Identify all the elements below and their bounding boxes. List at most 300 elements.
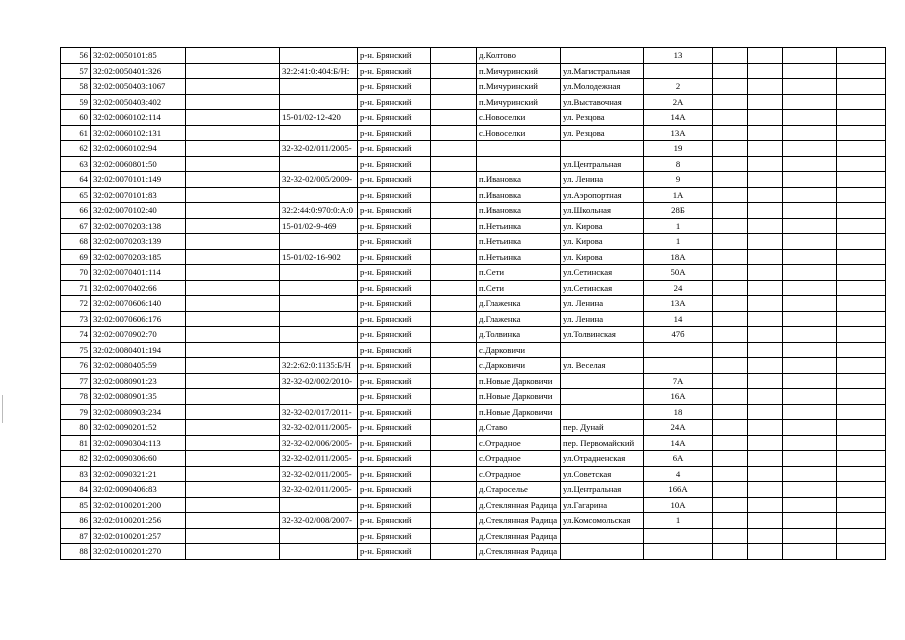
street-cell: ул.Отрадненская: [561, 451, 644, 467]
house-number-cell: [644, 544, 713, 560]
cadastral-number-cell: 32:02:0080901:23: [91, 373, 186, 389]
prior-number-cell: [280, 280, 358, 296]
house-number-cell: 2А: [644, 94, 713, 110]
table-row: [61, 327, 886, 343]
table-row: [61, 358, 886, 374]
cadastral-number-cell: 32:02:0100201:257: [91, 528, 186, 544]
empty-cell: [186, 94, 280, 110]
empty-cell: [431, 466, 477, 482]
prior-number-cell: 32-32-02/011/2005-: [280, 466, 358, 482]
prior-number-cell: [280, 48, 358, 64]
empty-cell: [783, 172, 837, 188]
house-number-cell: 9: [644, 172, 713, 188]
cadastral-number-cell: 32:02:0100201:200: [91, 497, 186, 513]
cadastral-number-cell: 32:02:0090306:60: [91, 451, 186, 467]
house-number-cell: 1: [644, 513, 713, 529]
house-number-cell: 50А: [644, 265, 713, 281]
row-number-cell: 57: [61, 63, 91, 79]
house-number-cell: 18: [644, 404, 713, 420]
prior-number-cell: 32-32-02/017/2011-: [280, 404, 358, 420]
empty-cell: [431, 79, 477, 95]
house-number-cell: 14А: [644, 110, 713, 126]
row-number-cell: 72: [61, 296, 91, 312]
row-number-cell: 56: [61, 48, 91, 64]
district-cell: р-н. Брянский: [358, 110, 431, 126]
cadastral-number-cell: 32:02:0070203:138: [91, 218, 186, 234]
table-row: [61, 265, 886, 281]
empty-cell: [748, 420, 783, 436]
empty-cell: [186, 389, 280, 405]
empty-cell: [713, 125, 748, 141]
cadastral-number-cell: 32:02:0070402:66: [91, 280, 186, 296]
street-cell: ул.Советская: [561, 466, 644, 482]
district-cell: р-н. Брянский: [358, 94, 431, 110]
empty-cell: [748, 513, 783, 529]
house-number-cell: 24А: [644, 420, 713, 436]
empty-cell: [713, 265, 748, 281]
empty-cell: [186, 435, 280, 451]
locality-cell: п.Ивановка: [477, 187, 561, 203]
empty-cell: [431, 265, 477, 281]
cadastral-number-cell: 32:02:0070902:70: [91, 327, 186, 343]
street-cell: ул.Гагарина: [561, 497, 644, 513]
street-cell: ул.Центральная: [561, 156, 644, 172]
district-cell: р-н. Брянский: [358, 280, 431, 296]
prior-number-cell: [280, 544, 358, 560]
street-cell: ул. Ленина: [561, 172, 644, 188]
row-number-cell: 88: [61, 544, 91, 560]
row-number-cell: 59: [61, 94, 91, 110]
empty-cell: [713, 63, 748, 79]
empty-cell: [783, 79, 837, 95]
empty-cell: [186, 296, 280, 312]
table-row: [61, 296, 886, 312]
empty-cell: [431, 249, 477, 265]
locality-cell: д.Ставо: [477, 420, 561, 436]
empty-cell: [431, 327, 477, 343]
locality-cell: п.Сети: [477, 265, 561, 281]
empty-cell: [837, 451, 886, 467]
empty-cell: [837, 94, 886, 110]
empty-cell: [783, 451, 837, 467]
district-cell: р-н. Брянский: [358, 451, 431, 467]
empty-cell: [748, 156, 783, 172]
district-cell: р-н. Брянский: [358, 435, 431, 451]
street-cell: ул. Веселая: [561, 358, 644, 374]
district-cell: р-н. Брянский: [358, 327, 431, 343]
locality-cell: д.Глаженка: [477, 296, 561, 312]
empty-cell: [783, 203, 837, 219]
empty-cell: [748, 63, 783, 79]
row-number-cell: 70: [61, 265, 91, 281]
cadastral-number-cell: 32:02:0070606:176: [91, 311, 186, 327]
locality-cell: д.Стеклянная Радица: [477, 497, 561, 513]
empty-cell: [783, 358, 837, 374]
row-number-cell: 74: [61, 327, 91, 343]
empty-cell: [431, 389, 477, 405]
prior-number-cell: [280, 497, 358, 513]
street-cell: ул. Резцова: [561, 125, 644, 141]
empty-cell: [186, 48, 280, 64]
house-number-cell: 4: [644, 466, 713, 482]
prior-number-cell: 32-32-02/011/2005-: [280, 141, 358, 157]
empty-cell: [837, 110, 886, 126]
empty-cell: [713, 141, 748, 157]
empty-cell: [713, 389, 748, 405]
table-row: [61, 466, 886, 482]
empty-cell: [713, 156, 748, 172]
table-row: [61, 497, 886, 513]
empty-cell: [431, 48, 477, 64]
empty-cell: [783, 280, 837, 296]
locality-cell: д.Глаженка: [477, 311, 561, 327]
empty-cell: [783, 249, 837, 265]
row-number-cell: 61: [61, 125, 91, 141]
empty-cell: [837, 435, 886, 451]
district-cell: р-н. Брянский: [358, 63, 431, 79]
empty-cell: [783, 311, 837, 327]
house-number-cell: 2: [644, 79, 713, 95]
house-number-cell: 8: [644, 156, 713, 172]
district-cell: р-н. Брянский: [358, 482, 431, 498]
empty-cell: [783, 373, 837, 389]
empty-cell: [748, 48, 783, 64]
district-cell: р-н. Брянский: [358, 342, 431, 358]
locality-cell: п.Нетьинка: [477, 249, 561, 265]
prior-number-cell: [280, 79, 358, 95]
prior-number-cell: [280, 265, 358, 281]
cadastral-number-cell: 32:02:0060801:50: [91, 156, 186, 172]
prior-number-cell: [280, 327, 358, 343]
cadastral-number-cell: 32:02:0090321:21: [91, 466, 186, 482]
empty-cell: [186, 373, 280, 389]
district-cell: р-н. Брянский: [358, 404, 431, 420]
empty-cell: [713, 404, 748, 420]
empty-cell: [186, 63, 280, 79]
empty-cell: [713, 249, 748, 265]
prior-number-cell: [280, 389, 358, 405]
prior-number-cell: 32-32-02/005/2009-: [280, 172, 358, 188]
empty-cell: [783, 265, 837, 281]
street-cell: ул.Магистральная: [561, 63, 644, 79]
empty-cell: [837, 125, 886, 141]
empty-cell: [783, 94, 837, 110]
empty-cell: [186, 79, 280, 95]
house-number-cell: 6А: [644, 451, 713, 467]
locality-cell: [477, 141, 561, 157]
cadastral-number-cell: 32:02:0070606:140: [91, 296, 186, 312]
house-number-cell: 13А: [644, 125, 713, 141]
empty-cell: [837, 172, 886, 188]
empty-cell: [431, 513, 477, 529]
table-row: [61, 373, 886, 389]
house-number-cell: 7А: [644, 373, 713, 389]
locality-cell: д.Стеклянная Радица: [477, 544, 561, 560]
empty-cell: [783, 466, 837, 482]
empty-cell: [713, 79, 748, 95]
empty-cell: [713, 327, 748, 343]
table-row: [61, 172, 886, 188]
table-row: [61, 63, 886, 79]
prior-number-cell: 32-32-02/006/2005-: [280, 435, 358, 451]
empty-cell: [783, 342, 837, 358]
empty-cell: [748, 218, 783, 234]
prior-number-cell: 32-32-02/011/2005-: [280, 482, 358, 498]
property-register-table: [60, 47, 886, 560]
street-cell: пер. Первомайский: [561, 435, 644, 451]
empty-cell: [837, 156, 886, 172]
empty-cell: [713, 280, 748, 296]
empty-cell: [783, 187, 837, 203]
empty-cell: [186, 234, 280, 250]
locality-cell: с.Новоселки: [477, 110, 561, 126]
empty-cell: [713, 420, 748, 436]
cadastral-number-cell: 32:02:0080903:234: [91, 404, 186, 420]
cadastral-number-cell: 32:02:0080401:194: [91, 342, 186, 358]
street-cell: ул. Резцова: [561, 110, 644, 126]
row-number-cell: 60: [61, 110, 91, 126]
row-number-cell: 77: [61, 373, 91, 389]
prior-number-cell: 32-32-02/008/2007-: [280, 513, 358, 529]
empty-cell: [186, 172, 280, 188]
locality-cell: с.Отрадное: [477, 466, 561, 482]
empty-cell: [431, 218, 477, 234]
empty-cell: [748, 79, 783, 95]
table-row: [61, 420, 886, 436]
street-cell: [561, 544, 644, 560]
district-cell: р-н. Брянский: [358, 79, 431, 95]
house-number-cell: [644, 358, 713, 374]
table-row: [61, 482, 886, 498]
street-cell: ул.Комсомольская: [561, 513, 644, 529]
empty-cell: [748, 466, 783, 482]
table-row: [61, 110, 886, 126]
empty-cell: [748, 187, 783, 203]
house-number-cell: 13: [644, 48, 713, 64]
empty-cell: [186, 482, 280, 498]
district-cell: р-н. Брянский: [358, 420, 431, 436]
house-number-cell: 13А: [644, 296, 713, 312]
cadastral-number-cell: 32:02:0050401:326: [91, 63, 186, 79]
street-cell: [561, 141, 644, 157]
empty-cell: [748, 482, 783, 498]
empty-cell: [431, 311, 477, 327]
cadastral-number-cell: 32:02:0070203:185: [91, 249, 186, 265]
locality-cell: с.Дарковичи: [477, 342, 561, 358]
empty-cell: [186, 420, 280, 436]
row-number-cell: 63: [61, 156, 91, 172]
empty-cell: [748, 296, 783, 312]
district-cell: р-н. Брянский: [358, 172, 431, 188]
street-cell: ул. Кирова: [561, 218, 644, 234]
empty-cell: [837, 79, 886, 95]
empty-cell: [186, 358, 280, 374]
empty-cell: [783, 404, 837, 420]
empty-cell: [713, 172, 748, 188]
locality-cell: п.Мичуринский: [477, 63, 561, 79]
empty-cell: [713, 528, 748, 544]
street-cell: ул. Кирова: [561, 249, 644, 265]
locality-cell: п.Мичуринский: [477, 79, 561, 95]
empty-cell: [186, 249, 280, 265]
empty-cell: [186, 203, 280, 219]
empty-cell: [748, 435, 783, 451]
empty-cell: [431, 203, 477, 219]
locality-cell: п.Нетьинка: [477, 234, 561, 250]
row-number-cell: 85: [61, 497, 91, 513]
locality-cell: д.Толвинка: [477, 327, 561, 343]
table-row: [61, 311, 886, 327]
empty-cell: [431, 482, 477, 498]
empty-cell: [837, 203, 886, 219]
empty-cell: [783, 48, 837, 64]
row-number-cell: 75: [61, 342, 91, 358]
cadastral-number-cell: 32:02:0070203:139: [91, 234, 186, 250]
cadastral-number-cell: 32:02:0070401:114: [91, 265, 186, 281]
empty-cell: [431, 451, 477, 467]
table-row: [61, 435, 886, 451]
district-cell: р-н. Брянский: [358, 497, 431, 513]
empty-cell: [783, 156, 837, 172]
row-number-cell: 64: [61, 172, 91, 188]
empty-cell: [783, 296, 837, 312]
empty-cell: [713, 311, 748, 327]
district-cell: р-н. Брянский: [358, 513, 431, 529]
empty-cell: [431, 156, 477, 172]
empty-cell: [837, 311, 886, 327]
cadastral-number-cell: 32:02:0090304:113: [91, 435, 186, 451]
empty-cell: [748, 327, 783, 343]
street-cell: ул. Ленина: [561, 311, 644, 327]
cadastral-number-cell: 32:02:0090406:83: [91, 482, 186, 498]
prior-number-cell: 32:2:62:0:1135:Б/Н: [280, 358, 358, 374]
table-row: [61, 342, 886, 358]
prior-number-cell: [280, 156, 358, 172]
empty-cell: [713, 48, 748, 64]
table-row: [61, 156, 886, 172]
empty-cell: [783, 125, 837, 141]
district-cell: р-н. Брянский: [358, 265, 431, 281]
prior-number-cell: [280, 187, 358, 203]
locality-cell: п.Новые Дарковичи: [477, 404, 561, 420]
empty-cell: [837, 249, 886, 265]
prior-number-cell: [280, 94, 358, 110]
table-row: [61, 141, 886, 157]
empty-cell: [713, 451, 748, 467]
house-number-cell: 166А: [644, 482, 713, 498]
empty-cell: [748, 373, 783, 389]
locality-cell: п.Ивановка: [477, 172, 561, 188]
house-number-cell: 1: [644, 218, 713, 234]
empty-cell: [748, 342, 783, 358]
empty-cell: [837, 513, 886, 529]
row-number-cell: 71: [61, 280, 91, 296]
empty-cell: [186, 125, 280, 141]
district-cell: р-н. Брянский: [358, 389, 431, 405]
district-cell: р-н. Брянский: [358, 249, 431, 265]
empty-cell: [837, 218, 886, 234]
empty-cell: [748, 528, 783, 544]
empty-cell: [186, 528, 280, 544]
prior-number-cell: 32-32-02/011/2005-: [280, 420, 358, 436]
row-number-cell: 73: [61, 311, 91, 327]
table-row: [61, 79, 886, 95]
prior-number-cell: 15-01/02-12-420: [280, 110, 358, 126]
empty-cell: [431, 435, 477, 451]
empty-cell: [431, 420, 477, 436]
row-number-cell: 76: [61, 358, 91, 374]
empty-cell: [748, 544, 783, 560]
empty-cell: [713, 187, 748, 203]
street-cell: [561, 389, 644, 405]
street-cell: ул. Кирова: [561, 234, 644, 250]
locality-cell: п.Мичуринский: [477, 94, 561, 110]
row-number-cell: 58: [61, 79, 91, 95]
empty-cell: [748, 451, 783, 467]
empty-cell: [837, 497, 886, 513]
empty-cell: [713, 466, 748, 482]
house-number-cell: 14: [644, 311, 713, 327]
table-row: [61, 125, 886, 141]
empty-cell: [186, 342, 280, 358]
empty-cell: [186, 218, 280, 234]
empty-cell: [713, 296, 748, 312]
district-cell: р-н. Брянский: [358, 311, 431, 327]
district-cell: р-н. Брянский: [358, 466, 431, 482]
locality-cell: [477, 156, 561, 172]
cadastral-number-cell: 32:02:0070102:40: [91, 203, 186, 219]
empty-cell: [713, 373, 748, 389]
row-number-cell: 87: [61, 528, 91, 544]
district-cell: р-н. Брянский: [358, 296, 431, 312]
empty-cell: [783, 218, 837, 234]
empty-cell: [713, 358, 748, 374]
empty-cell: [748, 265, 783, 281]
locality-cell: п.Новые Дарковичи: [477, 389, 561, 405]
row-number-cell: 66: [61, 203, 91, 219]
empty-cell: [431, 125, 477, 141]
prior-number-cell: [280, 342, 358, 358]
empty-cell: [783, 63, 837, 79]
empty-cell: [837, 404, 886, 420]
row-number-cell: 69: [61, 249, 91, 265]
empty-cell: [713, 94, 748, 110]
empty-cell: [186, 156, 280, 172]
empty-cell: [431, 342, 477, 358]
table-row: [61, 187, 886, 203]
cadastral-number-cell: 32:02:0060102:94: [91, 141, 186, 157]
table-row: [61, 389, 886, 405]
empty-cell: [837, 63, 886, 79]
house-number-cell: [644, 63, 713, 79]
cadastral-number-cell: 32:02:0070101:149: [91, 172, 186, 188]
empty-cell: [431, 528, 477, 544]
street-cell: [561, 342, 644, 358]
empty-cell: [783, 544, 837, 560]
street-cell: [561, 528, 644, 544]
district-cell: р-н. Брянский: [358, 528, 431, 544]
empty-cell: [186, 513, 280, 529]
table-row: [61, 404, 886, 420]
house-number-cell: 1: [644, 234, 713, 250]
table-row: [61, 94, 886, 110]
empty-cell: [837, 296, 886, 312]
empty-cell: [748, 125, 783, 141]
empty-cell: [431, 358, 477, 374]
row-number-cell: 79: [61, 404, 91, 420]
empty-cell: [748, 358, 783, 374]
locality-cell: д.Стеклянная Радица: [477, 513, 561, 529]
